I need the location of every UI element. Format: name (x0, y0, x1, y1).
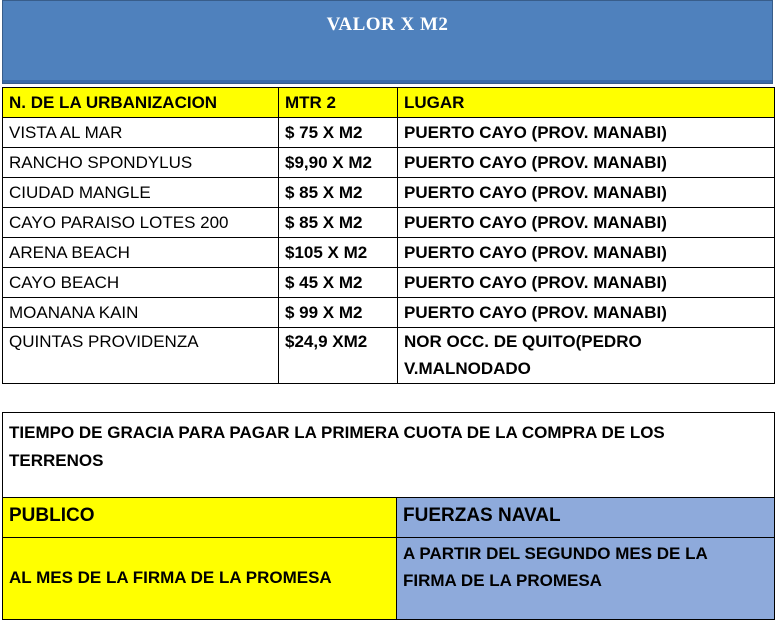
table-header-row (3, 88, 775, 118)
naval-header (397, 497, 774, 537)
cell-lugar: PUERTO CAYO (PROV. MANABI) (398, 178, 775, 208)
naval-label: FUERZAS NAVAL (403, 505, 561, 526)
cell-urbanizacion: CAYO BEACH (3, 268, 279, 298)
cell-urbanizacion: ARENA BEACH (3, 238, 279, 268)
cell-price: $24,9 XM2 (279, 328, 398, 384)
cell-lugar: PUERTO CAYO (PROV. MANABI) (398, 118, 775, 148)
table-row (3, 328, 775, 384)
grace-period-text: TIEMPO DE GRACIA PARA PAGAR LA PRIMERA CUOTA DE LA COMPRA DE LOS TERRENOS (9, 423, 665, 470)
cell-price: $ 85 X M2 (279, 178, 398, 208)
table-row (3, 268, 775, 298)
publico-header (3, 497, 397, 537)
column-header-lugar: LUGAR (398, 88, 775, 118)
cell-urbanizacion: VISTA AL MAR (3, 118, 279, 148)
column-header-urbanizacion: N. DE LA URBANIZACION (3, 88, 279, 118)
payment-grace-box (2, 412, 775, 620)
cell-price: $ 99 X M2 (279, 298, 398, 328)
cell-price: $9,90 X M2 (279, 148, 398, 178)
cell-lugar: PUERTO CAYO (PROV. MANABI) (398, 208, 775, 238)
naval-value: A PARTIR DEL SEGUNDO MES DE LA FIRMA DE LA PROMESA (403, 544, 708, 590)
cell-price: $ 45 X M2 (279, 268, 398, 298)
cell-urbanizacion: CIUDAD MANGLE (3, 178, 279, 208)
publico-cell (3, 537, 397, 619)
table-row (3, 178, 775, 208)
cell-urbanizacion: MOANANA KAIN (3, 298, 279, 328)
table-row (3, 118, 775, 148)
table-row (3, 238, 775, 268)
price-table (2, 87, 775, 384)
cell-lugar: PUERTO CAYO (PROV. MANABI) (398, 268, 775, 298)
cell-lugar: PUERTO CAYO (PROV. MANABI) (398, 148, 775, 178)
table-row (3, 208, 775, 238)
cell-price: $ 75 X M2 (279, 118, 398, 148)
publico-label: PUBLICO (9, 505, 95, 526)
cell-price: $ 85 X M2 (279, 208, 398, 238)
cell-urbanizacion: QUINTAS PROVIDENZA (3, 328, 279, 384)
cell-lugar: PUERTO CAYO (PROV. MANABI) (398, 298, 775, 328)
page-title: VALOR X M2 (326, 14, 449, 35)
title-bar (2, 0, 773, 84)
cell-urbanizacion: CAYO PARAISO LOTES 200 (3, 208, 279, 238)
publico-value: AL MES DE LA FIRMA DE LA PROMESA (9, 568, 332, 587)
cell-lugar: PUERTO CAYO (PROV. MANABI) (398, 238, 775, 268)
table-row (3, 298, 775, 328)
cell-lugar: NOR OCC. DE QUITO(PEDRO V.MALNODADO (398, 328, 775, 384)
cell-urbanizacion: RANCHO SPONDYLUS (3, 148, 279, 178)
naval-cell (397, 537, 774, 619)
table-row (3, 148, 775, 178)
column-header-mtr2: MTR 2 (279, 88, 398, 118)
cell-price: $105 X M2 (279, 238, 398, 268)
